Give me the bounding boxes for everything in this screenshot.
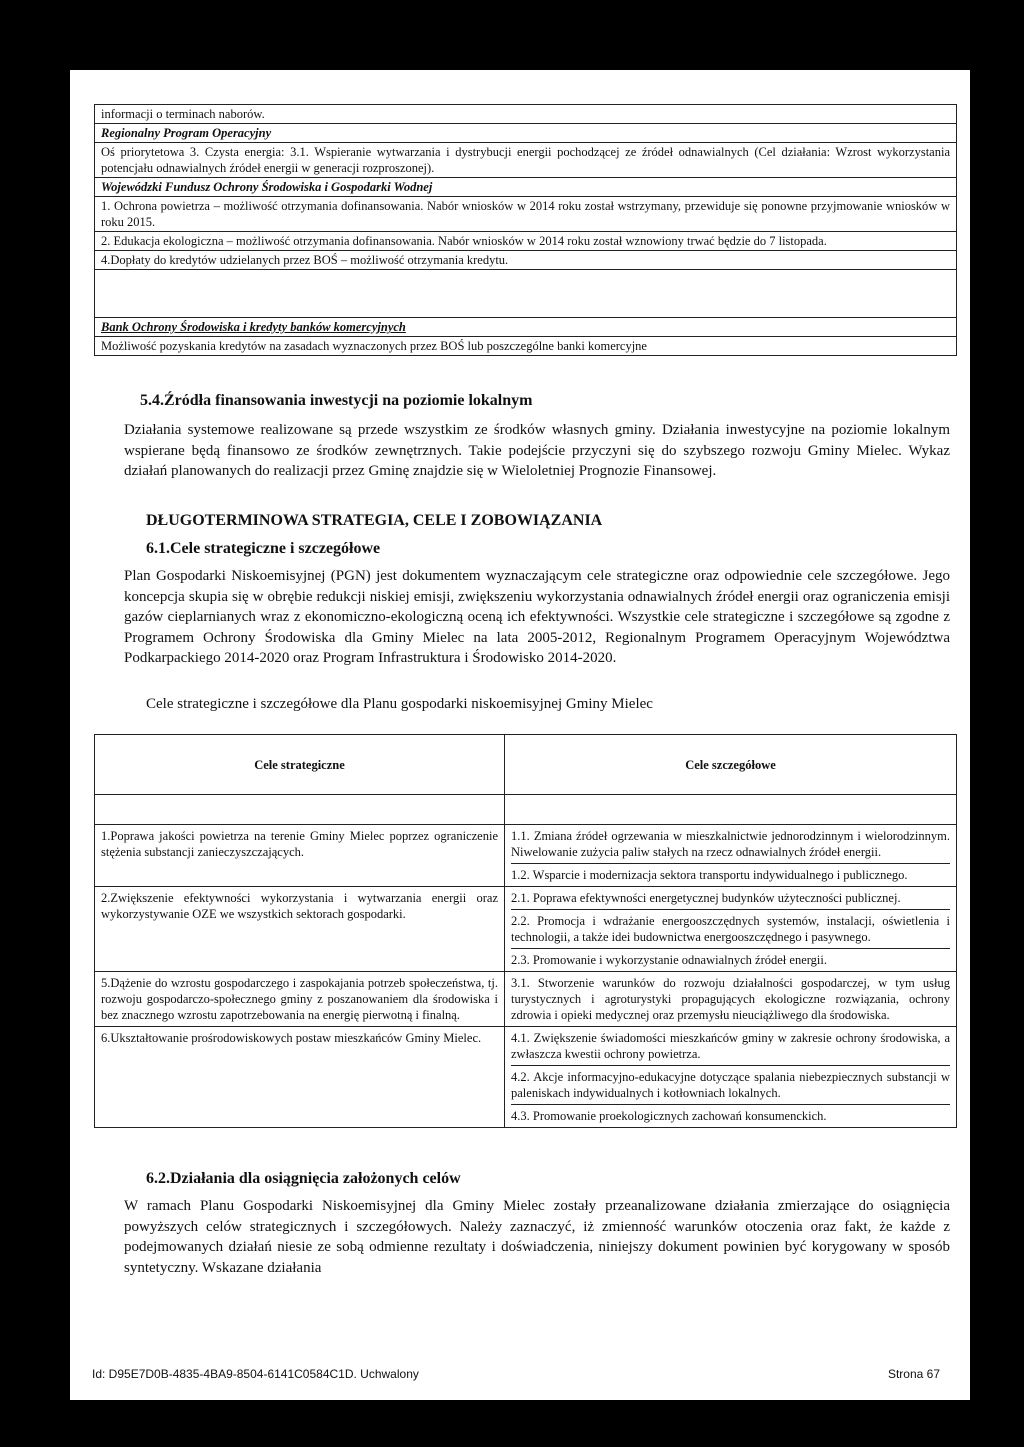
- detailed-goal: 2.2. Promocja i wdrażanie energooszczędnych systemów, instalacji, oświetlenia i technologii, a także idei budownictwa energooszczędnego i pasywnego.: [511, 910, 950, 949]
- section-6-1-heading: 6.1.Cele strategiczne i szczegółowe: [146, 540, 381, 557]
- section-5-4-text: Działania systemowe realizowane są przede wszystkim ze środków własnych gminy. Działania inwestycyjne na poziomie lokalnym wspierane będą finansowo ze środków zewnętrznych. Takie podejście przyczyni się do szybszego rozwoju Gminy Mielec. Wykaz działań planowanych do realizacji przez Gminę znajdzie się w Wieloletniej Prognozie Finansowej.: [124, 422, 950, 479]
- table-row: [95, 887, 957, 972]
- detailed-goal: 4.1. Zwiększenie świadomości mieszkańców gminy w zakresie ochrony środowiska, a zwłaszcza kwestii ochrony powietrza.: [511, 1027, 950, 1066]
- wfos-item-4: 4.Dopłaty do kredytów udzielanych przez BOŚ – możliwość otrzymania kredytu.: [95, 251, 956, 270]
- sources-row-info: informacji o terminach naborów.: [95, 105, 956, 124]
- bos-text: Możliwość pozyskania kredytów na zasadach wyznaczonych przez BOŚ lub poszczególne banki komercyjne: [101, 339, 647, 353]
- section-6-heading: DŁUGOTERMINOWA STRATEGIA, CELE I ZOBOWIĄZANIA: [146, 512, 603, 529]
- goals-table-caption: Cele strategiczne i szczegółowe dla Planu gospodarki niskoemisyjnej Gminy Mielec: [146, 696, 653, 712]
- goals-table: [94, 734, 957, 1128]
- table-row: [95, 972, 957, 1027]
- detailed-goal: 4.2. Akcje informacyjno-edukacyjne dotyczące spalania niebezpiecznych substancji w paleniskach indywidualnych i kotłowniach lokalnych.: [511, 1066, 950, 1105]
- goals-table-gap: [95, 795, 957, 825]
- rpo-title: Regionalny Program Operacyjny: [95, 124, 956, 143]
- funding-sources-table: [94, 104, 957, 356]
- section-5-4-heading: 5.4.Źródła finansowania inwestycji na poziomie lokalnym: [140, 392, 533, 409]
- table-row: [95, 825, 957, 887]
- goals-table-header: [95, 735, 957, 795]
- strategic-goal: 1.Poprawa jakości powietrza na terenie Gminy Mielec poprzez ograniczenie stężenia substancji zanieczyszczających.: [95, 825, 505, 887]
- footer-page-number: Strona 67: [887, 1367, 940, 1381]
- footer-document-id: Id: D95E7D0B-4835-4BA9-8504-6141C0584C1D. Uchwalony: [92, 1367, 419, 1381]
- rpo-text: Oś priorytetowa 3. Czysta energia: 3.1. Wspieranie wytwarzania i dystrybucji energii pochodzącej ze źródeł odnawialnych (Cel działania: Wzrost wykorzystania potencjału odnawialnych źródeł energii w generacji rozproszonej).: [95, 143, 956, 178]
- detailed-goal: 1.2. Wsparcie i modernizacja sektora transportu indywidualnego i publicznego.: [511, 868, 908, 882]
- detailed-goal: 3.1. Stworzenie warunków do rozwoju działalności gospodarczej, w tym usług turystycznych i agroturystyki propagujących ekologiczne rozwiązania, ochrony zdrowia i opieki medycznej oraz przemysłu nieuciążliwego dla środowiska.: [511, 976, 950, 1022]
- detailed-goal: 1.1. Zmiana źródeł ogrzewania w mieszkalnictwie jednorodzinnym i wielorodzinnym. Niwelowanie zużycia paliw stałych na rzecz odnawialnych źródeł energii.: [511, 825, 950, 864]
- bos-title: Bank Ochrony Środowiska i kredyty banków komercyjnych: [95, 318, 956, 337]
- blank-row: [95, 270, 956, 318]
- section-6-1-text: Plan Gospodarki Niskoemisyjnej (PGN) jest dokumentem wyznaczającym cele strategiczne oraz odpowiednie cele szczegółowe. Jego koncepcja skupia się w obrębie redukcji niskiej emisji, zwiększeniu wykorzystania odnawialnych źródeł energii oraz ograniczenia emisji gazów cieplarnianych wraz z ekonomiczno-ekologiczną oceną ich efektywności. Wszystkie cele strategiczne i szczegółowe są zgodne z Programem Ochrony Środowiska dla Gminy Mielec na lata 2005-2012, Regionalnym Programem Operacyjnym Województwa Podkarpackiego 2014-2020 oraz Program Infrastruktura i Środowisko 2014-2020.: [124, 568, 950, 666]
- detailed-goal: 2.3. Promowanie i wykorzystanie odnawialnych źródeł energii.: [511, 953, 828, 967]
- table-row: [95, 1027, 957, 1128]
- strategic-goal: 5.Dążenie do wzrostu gospodarczego i zaspokajania potrzeb społeczeństwa, tj. rozwoju gospodarczo-społecznego gminy z poszanowaniem dla środowiska i bez znacznego wzrostu zapotrzebowania na energię pierwotną i finalną.: [95, 972, 505, 1027]
- col-detailed-header: Cele szczegółowe: [505, 735, 957, 795]
- wfos-item-1: 1. Ochrona powietrza – możliwość otrzymania dofinansowania. Nabór wniosków w 2014 roku został wstrzymany, przewiduje się ponowne przyjmowanie wniosków w roku 2015.: [95, 197, 956, 232]
- strategic-goal: 6.Ukształtowanie prośrodowiskowych postaw mieszkańców Gminy Mielec.: [95, 1027, 505, 1128]
- detailed-goal: 4.3. Promowanie proekologicznych zachowań konsumenckich.: [511, 1109, 827, 1123]
- strategic-goal: 2.Zwiększenie efektywności wykorzystania i wytwarzania energii oraz wykorzystywanie OZE we wszystkich sektorach gospodarki.: [95, 887, 505, 972]
- wfos-title: Wojewódzki Fundusz Ochrony Środowiska i Gospodarki Wodnej: [95, 178, 956, 197]
- document-page: [70, 70, 970, 1400]
- section-6-2-text: W ramach Planu Gospodarki Niskoemisyjnej dla Gminy Mielec zostały przeanalizowane działania zmierzające do osiągnięcia powyższych celów strategicznych i szczegółowych. Należy zaznaczyć, iż zmienność warunków otoczenia oraz fakt, że każde z podejmowanych działań niesie ze sobą odmienne rezultaty i doświadczenia, niniejszy dokument powinien być korygowany w sposób syntetyczny. Wskazane działania: [124, 1198, 950, 1276]
- section-6-2-heading: 6.2.Działania dla osiągnięcia założonych celów: [146, 1170, 461, 1187]
- col-strategic-header: Cele strategiczne: [95, 735, 505, 795]
- detailed-goal: 2.1. Poprawa efektywności energetycznej budynków użyteczności publicznej.: [511, 887, 950, 910]
- wfos-item-2: 2. Edukacja ekologiczna – możliwość otrzymania dofinansowania. Nabór wniosków w 2014 roku został wznowiony trwać będzie do 7 listopada.: [95, 232, 956, 251]
